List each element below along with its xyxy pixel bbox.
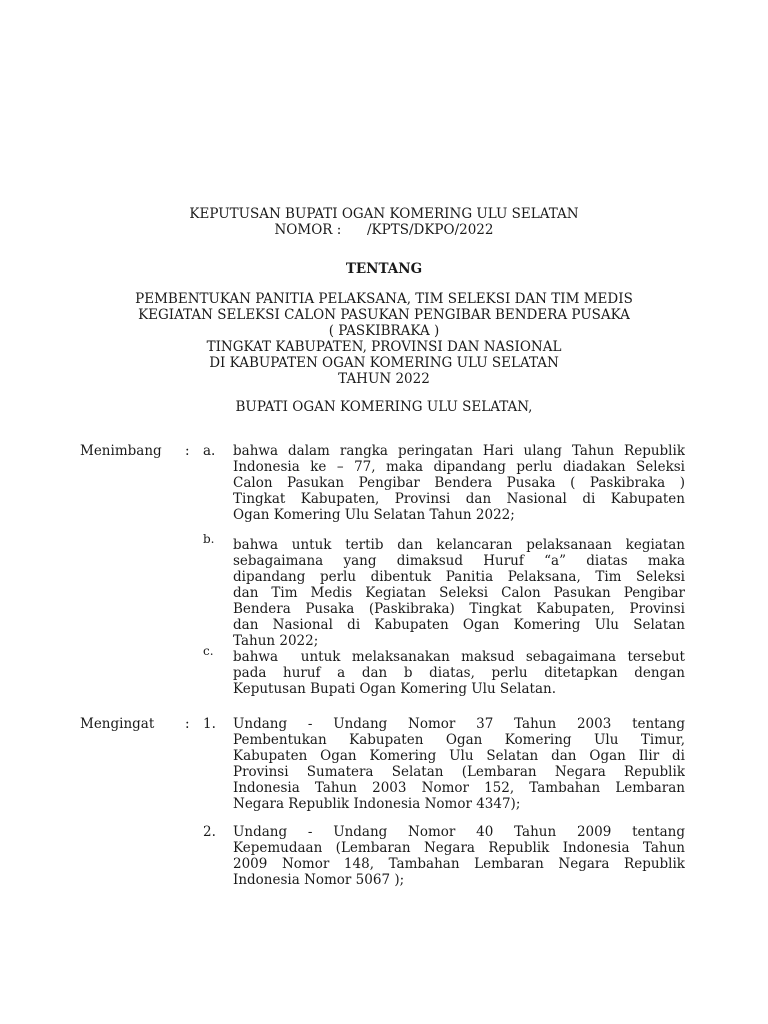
text-line: pada huruf a dan b diatas, perlu ditetapkan dengan — [233, 665, 685, 681]
subject-line: TAHUN 2022 — [338, 371, 430, 387]
section-colon: : — [185, 443, 190, 459]
text-line: Calon Pasukan Pengibar Bendera Pusaka ( Paskibraka ) — [233, 475, 685, 491]
issuer-heading: BUPATI OGAN KOMERING ULU SELATAN, — [235, 399, 533, 415]
item-marker: a. — [203, 443, 216, 459]
text-line: dan Tim Medis Kegiatan Seleksi Calon Pasukan Pengibar — [233, 585, 685, 601]
text-line: bahwa untuk tertib dan kelancaran pelaksanaan kegiatan — [233, 537, 685, 553]
item-text — [233, 716, 685, 812]
text-line: Ogan Komering Ulu Selatan Tahun 2022; — [233, 507, 515, 523]
text-line: Tahun 2022; — [233, 633, 319, 649]
decree-number: NOMOR : /KPTS/DKPO/2022 — [274, 222, 494, 238]
text-line: Tingkat Kabupaten, Provinsi dan Nasional di Kabupaten — [233, 491, 685, 507]
text-line: dan Nasional di Kabupaten Ogan Komering Ulu Selatan — [233, 617, 685, 633]
subject-line: DI KABUPATEN OGAN KOMERING ULU SELATAN — [209, 355, 559, 371]
item-marker: c. — [203, 644, 214, 658]
text-line: sebagaimana yang dimaksud Huruf “a” diatas maka — [233, 553, 685, 569]
decree-heading — [0, 206, 768, 238]
text-line: Undang - Undang Nomor 37 Tahun 2003 tentang — [233, 716, 685, 732]
subject-line: PEMBENTUKAN PANITIA PELAKSANA, TIM SELEKSI DAN TIM MEDIS — [135, 291, 633, 307]
item-text — [233, 443, 685, 523]
item-text — [233, 649, 685, 697]
item-marker: 2. — [203, 824, 216, 840]
text-line: Indonesia Tahun 2003 Nomor 152, Tambahan Lembaran — [233, 780, 685, 796]
text-line: Bendera Pusaka (Paskibraka) Tingkat Kabupaten, Provinsi — [233, 601, 685, 617]
text-line: Pembentukan Kabupaten Ogan Komering Ulu Timur, — [233, 732, 685, 748]
item-text — [233, 537, 685, 649]
menimbang-label: Menimbang — [80, 443, 162, 459]
item-marker: 1. — [203, 716, 216, 732]
decree-title: KEPUTUSAN BUPATI OGAN KOMERING ULU SELATAN — [189, 206, 579, 222]
tentang-heading: TENTANG — [345, 261, 423, 277]
text-line: 2009 Nomor 148, Tambahan Lembaran Negara Republik — [233, 856, 685, 872]
decree-subject — [0, 291, 768, 387]
text-line: Indonesia Nomor 5067 ); — [233, 872, 405, 888]
subject-line: ( PASKIBRAKA ) — [328, 323, 440, 339]
text-line: Negara Republik Indonesia Nomor 4347); — [233, 796, 521, 812]
item-marker: b. — [203, 532, 215, 546]
text-line: Kepemudaan (Lembaran Negara Republik Indonesia Tahun — [233, 840, 685, 856]
text-line: bahwa untuk melaksanakan maksud sebagaimana tersebut — [233, 649, 685, 665]
text-line: bahwa dalam rangka peringatan Hari ulang Tahun Republik — [233, 443, 685, 459]
subject-line: TINGKAT KABUPATEN, PROVINSI DAN NASIONAL — [206, 339, 562, 355]
text-line: Provinsi Sumatera Selatan (Lembaran Negara Republik — [233, 764, 685, 780]
mengingat-label: Mengingat — [80, 716, 155, 732]
item-text — [233, 824, 685, 888]
subject-line: KEGIATAN SELEKSI CALON PASUKAN PENGIBAR BENDERA PUSAKA — [138, 307, 630, 323]
text-line: Keputusan Bupati Ogan Komering Ulu Selatan. — [233, 681, 556, 697]
text-line: Kabupaten Ogan Komering Ulu Selatan dan Ogan Ilir di — [233, 748, 685, 764]
text-line: Indonesia ke – 77, maka dipandang perlu diadakan Seleksi — [233, 459, 685, 475]
text-line: dipandang perlu dibentuk Panitia Pelaksana, Tim Seleksi — [233, 569, 685, 585]
text-line: Undang - Undang Nomor 40 Tahun 2009 tentang — [233, 824, 685, 840]
section-colon: : — [185, 716, 190, 732]
